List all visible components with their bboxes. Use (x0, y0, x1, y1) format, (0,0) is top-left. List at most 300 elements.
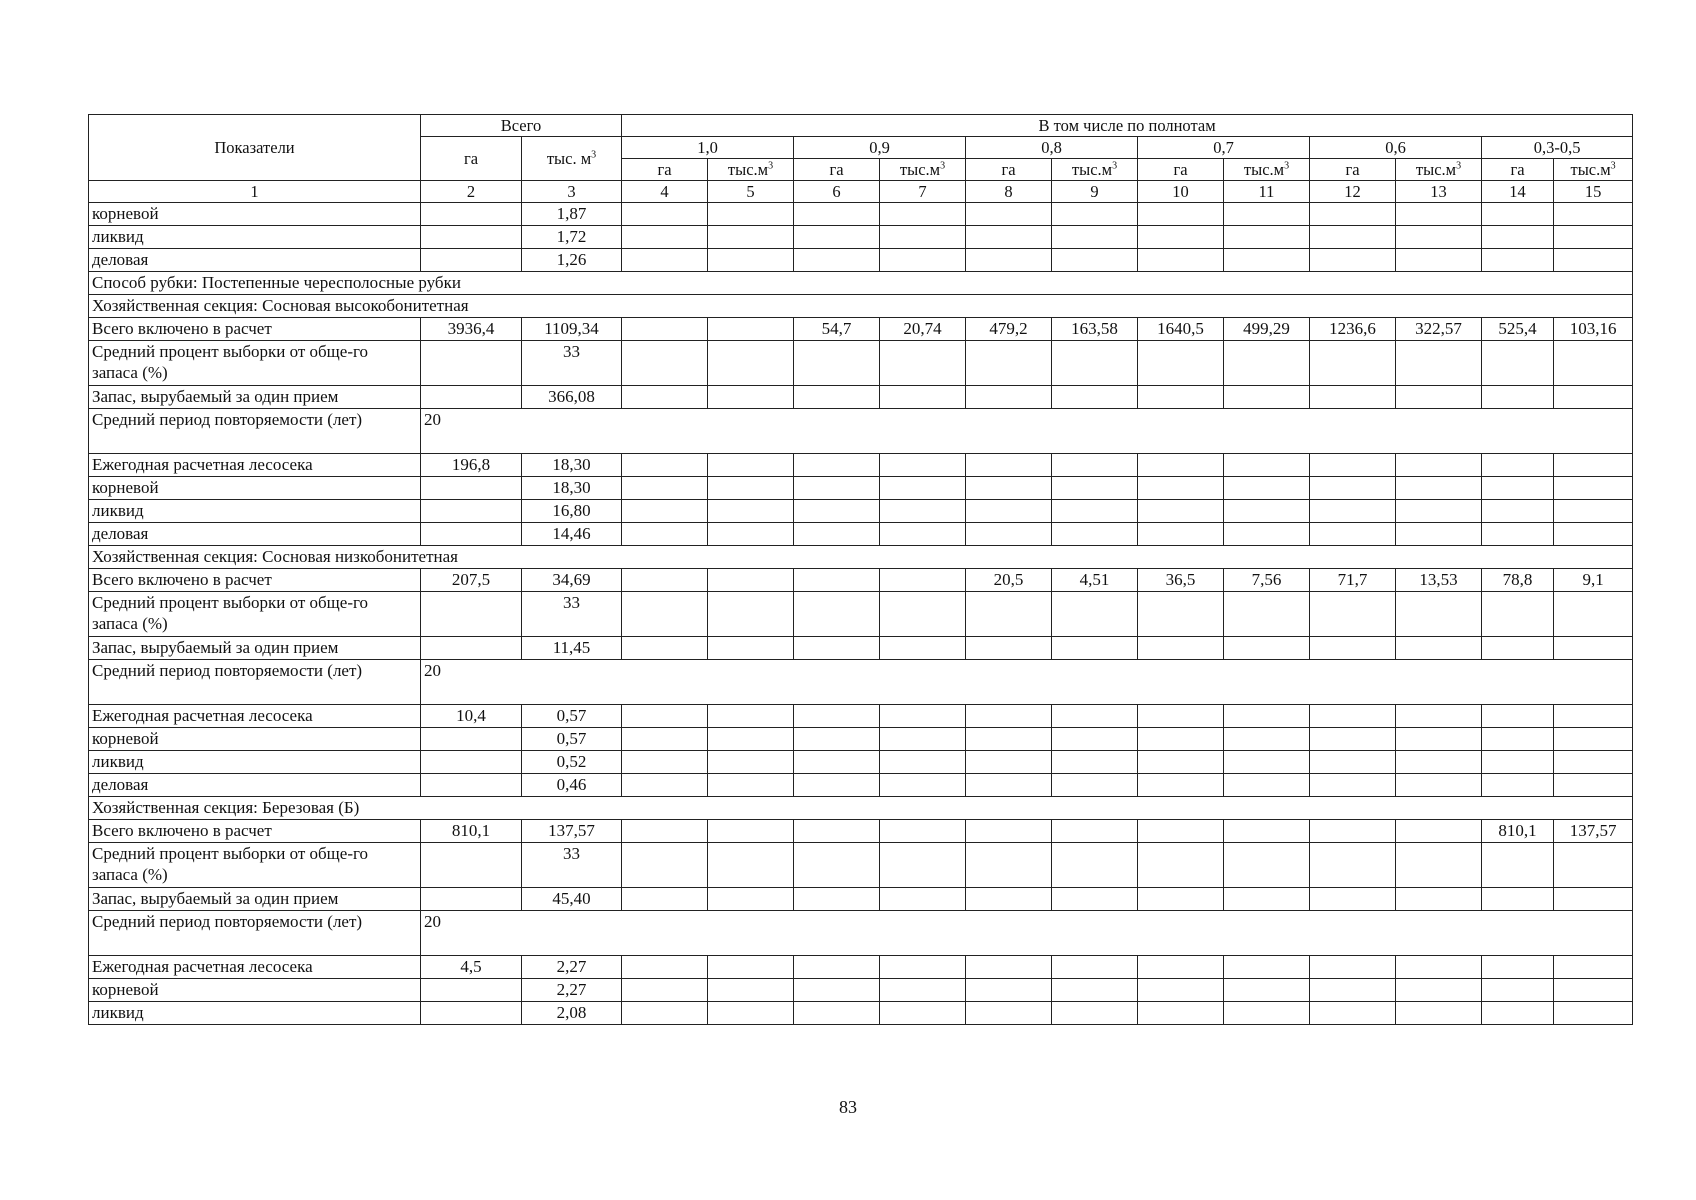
table-cell: 45,40 (522, 888, 622, 911)
table-cell (966, 249, 1052, 272)
table-cell (1052, 888, 1138, 911)
section-row (89, 797, 1633, 820)
table-cell (794, 956, 880, 979)
table-cell (1482, 477, 1554, 500)
table-cell (1310, 774, 1396, 797)
table-cell (1310, 203, 1396, 226)
table-cell (1310, 728, 1396, 751)
table-cell (880, 386, 966, 409)
row-label: корневой (89, 203, 421, 226)
table-row (89, 843, 1633, 888)
table-cell: 499,29 (1224, 318, 1310, 341)
table-cell (1138, 523, 1224, 546)
table-cell (1052, 705, 1138, 728)
table-cell (1224, 728, 1310, 751)
row-label: Средний период повторяемости (лет) (89, 409, 421, 454)
row-label: ликвид (89, 500, 421, 523)
table-cell (966, 1002, 1052, 1025)
table-cell (622, 820, 708, 843)
table-cell (794, 1002, 880, 1025)
table-cell (880, 751, 966, 774)
table-cell (966, 820, 1052, 843)
header-unit-volume: $тыс.м^3$ (708, 159, 794, 181)
table-cell (794, 637, 880, 660)
table-cell (1396, 500, 1482, 523)
table-cell (1396, 341, 1482, 386)
table-cell (966, 774, 1052, 797)
table-cell (1138, 477, 1224, 500)
table-cell (1554, 751, 1633, 774)
table-row (89, 592, 1633, 637)
table-row (89, 637, 1633, 660)
table-cell (622, 956, 708, 979)
row-label: Ежегодная расчетная лесосека (89, 956, 421, 979)
header-unit-ha: га (966, 159, 1052, 181)
table-cell: 1109,34 (522, 318, 622, 341)
table-cell (1138, 249, 1224, 272)
table-cell (880, 477, 966, 500)
header-density-1: 1,0 (622, 137, 794, 159)
table-cell (1310, 226, 1396, 249)
table-cell (421, 249, 522, 272)
table-cell (1224, 386, 1310, 409)
table-cell (622, 592, 708, 637)
table-cell (1554, 500, 1633, 523)
table-cell: 525,4 (1482, 318, 1554, 341)
table-cell (794, 728, 880, 751)
table-cell: 163,58 (1052, 318, 1138, 341)
table-cell (622, 523, 708, 546)
row-label: корневой (89, 477, 421, 500)
header-column-numbers (89, 181, 1633, 203)
table-cell (1052, 592, 1138, 637)
table-cell (1482, 751, 1554, 774)
table-cell (1396, 592, 1482, 637)
table-cell (622, 477, 708, 500)
table-cell (421, 341, 522, 386)
row-label: деловая (89, 523, 421, 546)
header-including: В том числе по полнотам (622, 115, 1633, 137)
table-cell (1224, 843, 1310, 888)
table-cell (966, 203, 1052, 226)
table-cell (1138, 956, 1224, 979)
table-cell (794, 751, 880, 774)
table-cell (794, 454, 880, 477)
table-cell (880, 1002, 966, 1025)
table-cell (1482, 500, 1554, 523)
table-cell (794, 979, 880, 1002)
table-cell: 16,80 (522, 500, 622, 523)
table-cell (421, 500, 522, 523)
table-cell (1554, 203, 1633, 226)
column-number: 5 (708, 181, 794, 203)
period-row (89, 911, 1633, 956)
table-cell (622, 226, 708, 249)
table-cell (966, 341, 1052, 386)
header-density-6: 0,3-0,5 (1482, 137, 1633, 159)
table-cell (1554, 843, 1633, 888)
table-cell: 4,51 (1052, 569, 1138, 592)
column-number: 2 (421, 181, 522, 203)
table-cell (794, 592, 880, 637)
header-unit-ha: га (1482, 159, 1554, 181)
table-cell: 1,72 (522, 226, 622, 249)
table-cell (880, 843, 966, 888)
row-label: Средний период повторяемости (лет) (89, 911, 421, 956)
column-number: 1 (89, 181, 421, 203)
table-cell (1310, 705, 1396, 728)
table-cell (1052, 500, 1138, 523)
table-row (89, 888, 1633, 911)
table-cell: 33 (522, 592, 622, 637)
table-cell (421, 843, 522, 888)
row-label: Всего включено в расчет (89, 318, 421, 341)
table-cell (622, 386, 708, 409)
table-cell (1052, 751, 1138, 774)
row-label: Средний процент выборки от обще-го запаса (%) (89, 341, 421, 386)
row-label: ликвид (89, 226, 421, 249)
table-cell (1554, 979, 1633, 1002)
table-cell (1310, 956, 1396, 979)
table-cell (1482, 226, 1554, 249)
table-cell (1482, 523, 1554, 546)
table-cell (1224, 774, 1310, 797)
table-cell (622, 774, 708, 797)
table-cell (622, 1002, 708, 1025)
table-cell (1310, 341, 1396, 386)
table-cell (1138, 386, 1224, 409)
table-cell (880, 705, 966, 728)
row-label: Запас, вырубаемый за один прием (89, 637, 421, 660)
table-cell (1224, 705, 1310, 728)
table-row (89, 1002, 1633, 1025)
table-cell (1396, 956, 1482, 979)
table-cell (1224, 820, 1310, 843)
table-cell (1052, 523, 1138, 546)
table-cell (708, 454, 794, 477)
table-cell (1224, 956, 1310, 979)
table-cell (966, 500, 1052, 523)
table-cell (1138, 203, 1224, 226)
table-cell (1052, 728, 1138, 751)
table-cell (1310, 820, 1396, 843)
table-cell: 137,57 (1554, 820, 1633, 843)
table-cell (421, 637, 522, 660)
table-cell (1052, 454, 1138, 477)
table-cell (421, 523, 522, 546)
header-density-5: 0,6 (1310, 137, 1482, 159)
table-row (89, 500, 1633, 523)
table-cell: 1236,6 (1310, 318, 1396, 341)
section-title: Хозяйственная секция: Сосновая низкобонитетная (89, 546, 1633, 569)
table-cell: 207,5 (421, 569, 522, 592)
table-cell (708, 888, 794, 911)
table-cell (1554, 249, 1633, 272)
table-cell (966, 843, 1052, 888)
table-cell (794, 203, 880, 226)
table-cell (622, 728, 708, 751)
table-row (89, 226, 1633, 249)
table-cell (1224, 1002, 1310, 1025)
row-label: Средний период повторяемости (лет) (89, 660, 421, 705)
table-cell (622, 888, 708, 911)
table-cell: 20,5 (966, 569, 1052, 592)
header-unit-ha: га (1138, 159, 1224, 181)
table-cell (708, 500, 794, 523)
header-unit-volume: $тыс.м^3$ (1052, 159, 1138, 181)
felling-table (88, 114, 1633, 1025)
table-cell: 1,87 (522, 203, 622, 226)
table-cell (421, 888, 522, 911)
table-cell (1310, 523, 1396, 546)
table-cell (1138, 500, 1224, 523)
table-cell: 366,08 (522, 386, 622, 409)
table-cell (880, 226, 966, 249)
table-cell (966, 226, 1052, 249)
table-cell: 10,4 (421, 705, 522, 728)
column-number: 11 (1224, 181, 1310, 203)
table-cell: 7,56 (1224, 569, 1310, 592)
header-unit-volume: $тыс.м^3$ (1396, 159, 1482, 181)
row-label: Всего включено в расчет (89, 820, 421, 843)
table-cell (794, 523, 880, 546)
table-cell (794, 774, 880, 797)
table-cell (708, 843, 794, 888)
table-cell (1224, 454, 1310, 477)
table-cell (1482, 592, 1554, 637)
table-cell (1554, 341, 1633, 386)
table-cell (421, 1002, 522, 1025)
table-cell (1554, 728, 1633, 751)
table-cell (1482, 705, 1554, 728)
table-cell: 0,46 (522, 774, 622, 797)
table-cell: 196,8 (421, 454, 522, 477)
row-label: Средний процент выборки от обще-го запаса (%) (89, 592, 421, 637)
table-cell (880, 820, 966, 843)
table-cell: 11,45 (522, 637, 622, 660)
header-unit-volume: $тыс.м^3$ (880, 159, 966, 181)
table-cell (1554, 386, 1633, 409)
table-cell (1138, 1002, 1224, 1025)
table-cell (1396, 888, 1482, 911)
table-cell (966, 386, 1052, 409)
table-cell: 2,08 (522, 1002, 622, 1025)
table-cell (1396, 249, 1482, 272)
table-cell (1224, 751, 1310, 774)
table-cell (1138, 751, 1224, 774)
table-cell (1310, 477, 1396, 500)
table-cell (1052, 226, 1138, 249)
table-cell (880, 728, 966, 751)
header-density-3: 0,8 (966, 137, 1138, 159)
row-label: Средний процент выборки от обще-го запаса (%) (89, 843, 421, 888)
table-cell: 2,27 (522, 979, 622, 1002)
table-cell (880, 979, 966, 1002)
row-label: Запас, вырубаемый за один прием (89, 386, 421, 409)
table-row (89, 569, 1633, 592)
header-unit-volume: $тыс.м^3$ (1224, 159, 1310, 181)
table-cell (966, 979, 1052, 1002)
table-cell (1396, 226, 1482, 249)
period-row (89, 409, 1633, 454)
table-cell (1310, 637, 1396, 660)
table-cell (622, 637, 708, 660)
table-cell: 13,53 (1396, 569, 1482, 592)
table-cell (708, 386, 794, 409)
section-row (89, 546, 1633, 569)
table-cell (1138, 341, 1224, 386)
table-row (89, 477, 1633, 500)
table-cell (1482, 774, 1554, 797)
table-cell (1138, 226, 1224, 249)
table-cell: 14,46 (522, 523, 622, 546)
table-cell (1224, 888, 1310, 911)
table-cell (794, 477, 880, 500)
period-value: 20 (421, 911, 1633, 956)
table-cell (1482, 249, 1554, 272)
table-cell (622, 569, 708, 592)
row-label: Запас, вырубаемый за один прием (89, 888, 421, 911)
period-value: 20 (421, 660, 1633, 705)
section-title: Хозяйственная секция: Березовая (Б) (89, 797, 1633, 820)
table-cell: 322,57 (1396, 318, 1482, 341)
table-cell (1224, 637, 1310, 660)
column-number: 6 (794, 181, 880, 203)
table-cell (1482, 454, 1554, 477)
table-row (89, 203, 1633, 226)
table-cell (1052, 956, 1138, 979)
table-cell (880, 956, 966, 979)
table-cell: 33 (522, 843, 622, 888)
table-cell (794, 386, 880, 409)
table-cell (1224, 341, 1310, 386)
section-row (89, 272, 1633, 295)
table-cell (421, 203, 522, 226)
table-row (89, 386, 1633, 409)
table-cell (708, 1002, 794, 1025)
table-cell (1554, 592, 1633, 637)
table-cell (622, 249, 708, 272)
table-cell (1482, 386, 1554, 409)
table-cell (1554, 705, 1633, 728)
table-cell (880, 341, 966, 386)
table-cell (1052, 820, 1138, 843)
table-cell (421, 728, 522, 751)
table-cell (1310, 888, 1396, 911)
table-cell (1224, 249, 1310, 272)
table-cell (880, 774, 966, 797)
table-cell (421, 386, 522, 409)
table-cell (708, 705, 794, 728)
header-total-volume: тыс. $м^3$ (522, 137, 622, 181)
table-cell (1138, 888, 1224, 911)
column-number: 8 (966, 181, 1052, 203)
table-cell: 36,5 (1138, 569, 1224, 592)
table-cell: 4,5 (421, 956, 522, 979)
column-number: 4 (622, 181, 708, 203)
table-cell (880, 637, 966, 660)
table-cell (1482, 1002, 1554, 1025)
table-cell (1224, 226, 1310, 249)
table-cell (1396, 203, 1482, 226)
table-cell (1554, 1002, 1633, 1025)
table-cell (622, 751, 708, 774)
table-cell (1396, 751, 1482, 774)
section-title: Способ рубки: Постепенные чересполосные рубки (89, 272, 1633, 295)
row-label: деловая (89, 774, 421, 797)
table-cell: 810,1 (1482, 820, 1554, 843)
table-cell (1482, 956, 1554, 979)
table-cell (1310, 454, 1396, 477)
table-row (89, 705, 1633, 728)
table-cell (622, 979, 708, 1002)
table-cell (1138, 774, 1224, 797)
table-cell (1310, 979, 1396, 1002)
table-cell (1396, 1002, 1482, 1025)
table-cell (421, 979, 522, 1002)
table-cell (794, 569, 880, 592)
table-cell (1554, 888, 1633, 911)
table-cell (1310, 592, 1396, 637)
table-row (89, 523, 1633, 546)
table-cell (1224, 592, 1310, 637)
header-unit-ha: га (794, 159, 880, 181)
section-title: Хозяйственная секция: Сосновая высокобонитетная (89, 295, 1633, 318)
table-cell (794, 888, 880, 911)
table-cell (1396, 728, 1482, 751)
column-number: 15 (1554, 181, 1633, 203)
table-cell (1224, 203, 1310, 226)
table-cell (708, 341, 794, 386)
table-cell (1052, 249, 1138, 272)
table-row (89, 774, 1633, 797)
header-unit-ha: га (1310, 159, 1396, 181)
table-cell (1224, 979, 1310, 1002)
table-cell (421, 226, 522, 249)
table-cell (622, 500, 708, 523)
table-cell (1138, 705, 1224, 728)
column-number: 7 (880, 181, 966, 203)
table-cell (421, 592, 522, 637)
table-cell: 103,16 (1554, 318, 1633, 341)
header-unit-ha: га (622, 159, 708, 181)
row-label: Ежегодная расчетная лесосека (89, 705, 421, 728)
table-cell (1482, 341, 1554, 386)
table-cell: 33 (522, 341, 622, 386)
period-row (89, 660, 1633, 705)
table-cell (966, 637, 1052, 660)
header-total: Всего (421, 115, 622, 137)
table-cell (880, 500, 966, 523)
table-cell (1052, 979, 1138, 1002)
table-cell (1138, 979, 1224, 1002)
table-cell (1482, 888, 1554, 911)
table-row (89, 318, 1633, 341)
table-cell (708, 249, 794, 272)
table-cell (1138, 820, 1224, 843)
table-cell: 18,30 (522, 477, 622, 500)
table-cell (421, 477, 522, 500)
table-cell (708, 956, 794, 979)
row-label: Ежегодная расчетная лесосека (89, 454, 421, 477)
table-cell (1396, 843, 1482, 888)
table-cell (1052, 203, 1138, 226)
table-cell (1138, 454, 1224, 477)
table-cell (421, 774, 522, 797)
table-cell: 18,30 (522, 454, 622, 477)
table-cell (966, 956, 1052, 979)
table-cell (1482, 728, 1554, 751)
